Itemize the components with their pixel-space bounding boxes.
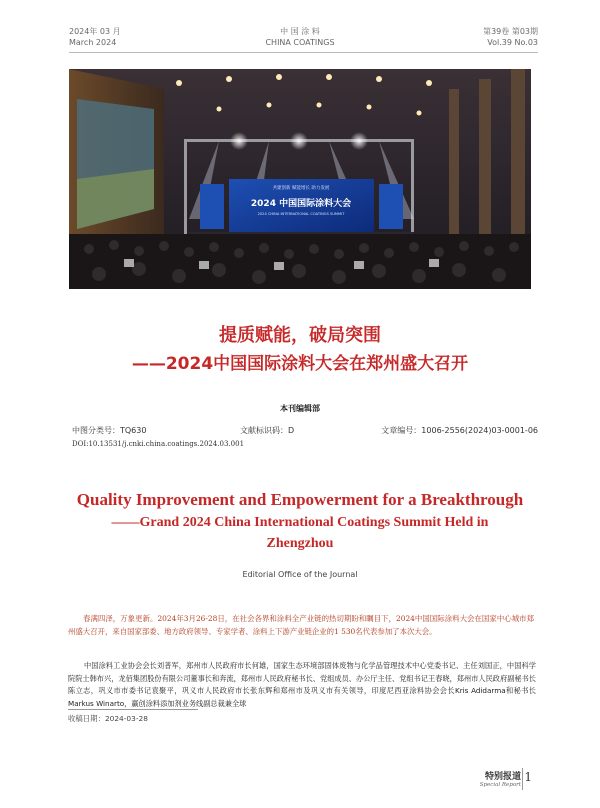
author: 本刊编辑部: [280, 404, 320, 413]
screen-slogan: 共建创新 赋能增长 助力发展: [272, 186, 330, 191]
title-en-line1: Quality Improvement and Empowerment for a Breakthrough: [76, 490, 524, 509]
footnote-divider: [68, 709, 198, 710]
title-en-line3: Zhengzhou: [266, 536, 334, 551]
header-volume: [483, 26, 538, 48]
side-screen-right: [379, 184, 403, 229]
header-volume-cn: 第39卷 第03期: [483, 27, 538, 36]
page-number: 1: [524, 770, 532, 784]
clc-number: 中图分类号：TQ630: [72, 426, 147, 435]
title-en-line2: ——Grand 2024 China International Coatings Summit Held in: [111, 515, 489, 530]
article-number: 文章编号：1006-2556(2024)03-0001-06: [381, 426, 538, 435]
doi: DOI:10.13531/j.cnki.china.coatings.2024.03.001: [72, 440, 245, 448]
title-cn-line2: ——2024中国国际涂料大会在郑州盛大召开: [131, 354, 469, 374]
document-code: 文献标识码：D: [240, 426, 295, 435]
received-date: 收稿日期：2024-03-28: [68, 714, 148, 723]
header-divider: [69, 52, 538, 53]
header-date-cn: 2024年 03 月: [69, 27, 121, 36]
screen-subtitle: 2024 CHINA INTERNATIONAL COATINGS SUMMIT: [257, 212, 345, 216]
body-paragraph: 中国涂料工业协会会长刘普军，郑州市人民政府市长何雄，国家生态环境部固体废物与化学品管理技术中心党委书记、主任刘国正，中国科学院院士韩布兴，龙佰集团股份有限公司董事长和奔流，郑州市人民政府秘书长、党组成员、办公厅主任、党组书记王春晓，郑州市人民政府副秘书长陈立志，巩义市市委书记袁聚平，巩义市人民政府市长张东辉和郑州市及巩义市有关领导，印度尼西亚涂料协会会长Kris Adidarma和秘书长Markus Winarto，赢创涂料添加剂业务线副总裁兼全球: [68, 661, 536, 708]
editorial-office: Editorial Office of the Journal: [242, 570, 358, 579]
conference-photo: [69, 69, 531, 289]
page-divider: [522, 768, 523, 790]
abstract: 春满四泽，万象更新。2024年3月26-28日，在社会各界和涂料全产业链的热切期盼和瞩目下，2024中国国际涂料大会在国家中心城市郑州盛大召开，来自国家部委、地方政府领导、专家学者、涂料上下游产业链企业的1 530名代表参加了本次大会。: [68, 614, 534, 636]
header-journal-cn: 中 国 涂 料: [280, 27, 320, 36]
screen-title: 2024 中国国际涂料大会: [250, 199, 352, 209]
title-cn-line1: 提质赋能，破局突围: [219, 325, 381, 346]
side-screen-left: [200, 184, 224, 229]
section-name-en: Special Report: [479, 782, 521, 788]
conference-photo-drawing: [69, 69, 531, 289]
header-volume-en: Vol.39 No.03: [487, 38, 538, 47]
section-name-cn: 特别报道: [484, 772, 521, 782]
header-date-en: March 2024: [69, 38, 117, 47]
header-journal-en: CHINA COATINGS: [265, 38, 335, 47]
